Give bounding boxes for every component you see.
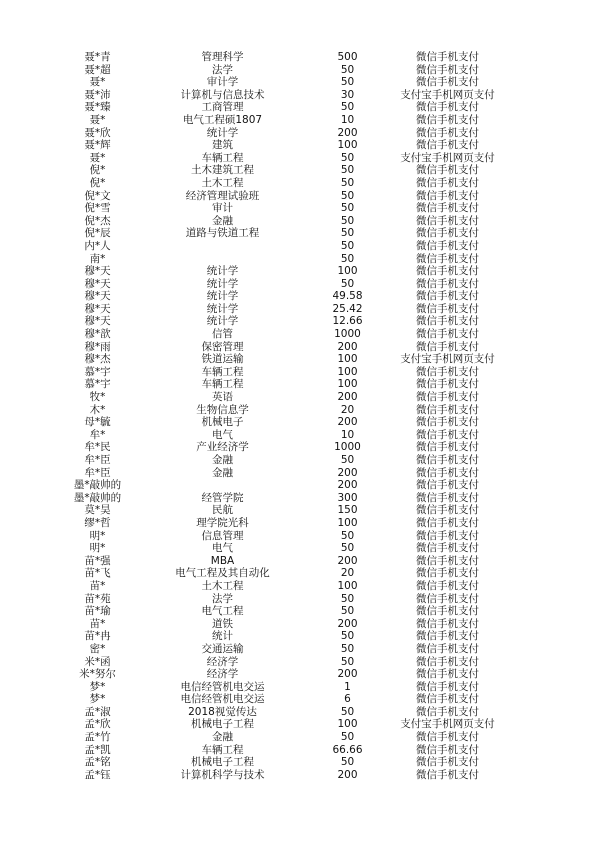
donor-name-cell: 牟*臣: [84, 466, 111, 479]
major-cell: 管理科学: [201, 51, 244, 63]
donor-name-cell: 孟*竹: [84, 731, 111, 744]
amount-cell: 66.66: [332, 743, 363, 756]
amount-cell: 1: [344, 680, 351, 693]
donor-name-cell: 牧*: [89, 391, 106, 404]
donor-name-cell: 倪*: [89, 176, 106, 189]
major-cell: 电气: [212, 428, 233, 441]
table-row: [0, 328, 600, 341]
table-row: [0, 605, 600, 618]
major-cell: 计算机与信息技术: [180, 88, 265, 101]
payment-method-cell: 微信手机支付: [416, 768, 479, 781]
table-row: [0, 290, 600, 303]
table-row: [0, 101, 600, 114]
payment-method-cell: 微信手机支付: [416, 365, 479, 378]
donor-name-cell: 聂*臻: [84, 101, 111, 114]
table-row: [0, 492, 600, 505]
major-cell: 2018视觉传达: [188, 705, 257, 718]
amount-cell: 49.58: [332, 290, 363, 303]
major-cell: 统计学: [206, 277, 239, 290]
payment-method-cell: 微信手机支付: [416, 605, 479, 618]
payment-method-cell: 微信手机支付: [416, 504, 479, 517]
donor-name-cell: 穆*天: [84, 302, 111, 315]
major-cell: 经济管理试验班: [185, 189, 260, 202]
amount-cell: 50: [340, 630, 355, 643]
major-cell: 金融: [212, 731, 233, 744]
donor-name-cell: 母*毓: [84, 416, 111, 429]
donor-name-cell: 慕*宇: [84, 378, 111, 391]
payment-method-cell: 微信手机支付: [416, 529, 479, 542]
payment-method-cell: 微信手机支付: [416, 454, 479, 466]
payment-method-cell: 微信手机支付: [416, 340, 479, 353]
donor-name-cell: 苗*苑: [84, 592, 111, 605]
donor-name-cell: 苗*瑜: [84, 605, 111, 618]
donor-name-cell: 倪*杰: [84, 214, 111, 227]
amount-cell: 30: [340, 88, 355, 101]
donation-records-table: [0, 51, 600, 781]
donor-name-cell: 穆*天: [84, 277, 111, 290]
major-cell: 英语: [212, 391, 233, 404]
major-cell: 信息管理: [201, 529, 244, 542]
payment-method-cell: 微信手机支付: [416, 680, 479, 693]
major-cell: 统计学: [206, 265, 239, 278]
amount-cell: 50: [340, 239, 355, 252]
major-cell: 土木工程: [201, 176, 244, 189]
amount-cell: 10: [340, 113, 355, 126]
table-row: [0, 278, 600, 291]
table-row: [0, 227, 600, 240]
amount-cell: 100: [337, 516, 358, 529]
table-row: [0, 441, 600, 454]
payment-method-cell: 微信手机支付: [416, 655, 479, 668]
major-cell: 道铁: [212, 617, 233, 630]
amount-cell: 100: [337, 353, 358, 366]
payment-method-cell: 微信手机支付: [416, 252, 479, 265]
donor-name-cell: 倪*雪: [84, 202, 111, 215]
payment-method-cell: 微信手机支付: [416, 731, 479, 744]
major-cell: 保密管理: [201, 340, 244, 353]
donor-name-cell: 聂*超: [84, 63, 111, 76]
table-row: [0, 693, 600, 706]
amount-cell: 1000: [334, 441, 361, 454]
table-row: [0, 76, 600, 89]
payment-method-cell: 微信手机支付: [416, 516, 479, 529]
donor-name-cell: 倪*: [89, 164, 106, 177]
amount-cell: 100: [337, 265, 358, 278]
major-cell: 金融: [212, 214, 233, 227]
amount-cell: 50: [340, 202, 355, 215]
amount-cell: 50: [340, 63, 355, 76]
major-cell: 电信经管机电交运: [180, 680, 265, 693]
amount-cell: 100: [337, 579, 358, 592]
major-cell: 统计: [212, 630, 233, 643]
table-row: [0, 353, 600, 366]
payment-method-cell: 微信手机支付: [416, 51, 479, 63]
payment-method-cell: 微信手机支付: [416, 466, 479, 479]
donor-name-cell: 倪*辰: [84, 227, 111, 240]
amount-cell: 50: [340, 176, 355, 189]
amount-cell: 200: [337, 768, 358, 781]
amount-cell: 50: [340, 542, 355, 555]
table-row: [0, 378, 600, 391]
major-cell: 统计学: [206, 126, 239, 139]
table-row: [0, 391, 600, 404]
major-cell: 统计学: [206, 315, 239, 328]
donor-name-cell: 穆*雨: [84, 340, 111, 353]
amount-cell: 20: [340, 567, 355, 580]
amount-cell: 50: [340, 252, 355, 265]
amount-cell: 50: [340, 76, 355, 89]
donor-name-cell: 内*人: [84, 239, 111, 252]
donor-name-cell: 孟*铭: [84, 756, 111, 769]
amount-cell: 50: [340, 592, 355, 605]
payment-method-cell: 微信手机支付: [416, 391, 479, 404]
amount-cell: 200: [337, 466, 358, 479]
table-row: [0, 240, 600, 253]
donor-name-cell: 穆*天: [84, 315, 111, 328]
major-cell: 统计学: [206, 290, 239, 303]
amount-cell: 50: [340, 454, 355, 466]
donor-name-cell: 聂*: [89, 76, 106, 89]
major-cell: 工商管理: [201, 101, 244, 114]
payment-method-cell: 微信手机支付: [416, 579, 479, 592]
payment-method-cell: 微信手机支付: [416, 693, 479, 706]
major-cell: 经济学: [206, 668, 239, 681]
donor-name-cell: 米*函: [84, 655, 111, 668]
table-row: [0, 567, 600, 580]
amount-cell: 6: [344, 693, 351, 706]
major-cell: 生物信息学: [196, 403, 249, 416]
payment-method-cell: 微信手机支付: [416, 491, 479, 504]
table-row: [0, 265, 600, 278]
table-row: [0, 190, 600, 203]
amount-cell: 50: [340, 655, 355, 668]
major-cell: 土木建筑工程: [191, 164, 254, 177]
table-row: [0, 643, 600, 656]
payment-method-cell: 微信手机支付: [416, 76, 479, 89]
payment-method-cell: 微信手机支付: [416, 642, 479, 655]
amount-cell: 200: [337, 668, 358, 681]
table-row: [0, 404, 600, 417]
payment-method-cell: 微信手机支付: [416, 617, 479, 630]
table-row: [0, 341, 600, 354]
donor-name-cell: 聂*: [89, 151, 106, 164]
donor-name-cell: 明*: [89, 529, 106, 542]
major-cell: 经济学: [206, 655, 239, 668]
payment-method-cell: 微信手机支付: [416, 139, 479, 152]
table-row: [0, 731, 600, 744]
amount-cell: 100: [337, 139, 358, 152]
payment-method-cell: 微信手机支付: [416, 302, 479, 315]
amount-cell: 50: [340, 731, 355, 744]
payment-method-cell: 微信手机支付: [416, 239, 479, 252]
table-row: [0, 139, 600, 152]
amount-cell: 50: [340, 277, 355, 290]
table-row: [0, 593, 600, 606]
table-row: [0, 504, 600, 517]
payment-method-cell: 微信手机支付: [416, 554, 479, 567]
payment-method-cell: 微信手机支付: [416, 290, 479, 303]
table-row: [0, 756, 600, 769]
major-cell: 金融: [212, 466, 233, 479]
table-row: [0, 89, 600, 102]
major-cell: 审计: [212, 202, 233, 215]
payment-method-cell: 微信手机支付: [416, 202, 479, 215]
table-row: [0, 315, 600, 328]
table-row: [0, 542, 600, 555]
major-cell: 法学: [212, 592, 233, 605]
amount-cell: 50: [340, 164, 355, 177]
payment-method-cell: 微信手机支付: [416, 189, 479, 202]
payment-method-cell: 微信手机支付: [416, 126, 479, 139]
donor-name-cell: 苗*冉: [84, 630, 111, 643]
payment-method-cell: 微信手机支付: [416, 101, 479, 114]
table-row: [0, 706, 600, 719]
payment-method-cell: 支付宝手机网页支付: [400, 718, 495, 731]
table-row: [0, 479, 600, 492]
table-row: [0, 202, 600, 215]
payment-method-cell: 微信手机支付: [416, 416, 479, 429]
major-cell: 计算机科学与技术: [180, 768, 265, 781]
donor-name-cell: 墨*敲帅的: [73, 479, 122, 492]
table-row: [0, 618, 600, 631]
payment-method-cell: 微信手机支付: [416, 479, 479, 492]
donor-name-cell: 牟*民: [84, 441, 111, 454]
payment-method-cell: 微信手机支付: [416, 705, 479, 718]
table-row: [0, 454, 600, 467]
payment-method-cell: 微信手机支付: [416, 176, 479, 189]
donor-name-cell: 倪*文: [84, 189, 111, 202]
amount-cell: 50: [340, 227, 355, 240]
payment-method-cell: 微信手机支付: [416, 378, 479, 391]
table-row: [0, 668, 600, 681]
major-cell: 车辆工程: [201, 151, 244, 164]
major-cell: 理学院光科: [196, 516, 249, 529]
payment-method-cell: 微信手机支付: [416, 328, 479, 341]
donor-name-cell: 梦*: [89, 693, 106, 706]
major-cell: 建筑: [212, 139, 233, 152]
major-cell: 经管学院: [201, 491, 244, 504]
amount-cell: 200: [337, 416, 358, 429]
donor-name-cell: 聂*沛: [84, 88, 111, 101]
amount-cell: 50: [340, 605, 355, 618]
payment-method-cell: 微信手机支付: [416, 630, 479, 643]
donor-name-cell: 密*: [89, 642, 106, 655]
table-row: [0, 416, 600, 429]
major-cell: 统计学: [206, 302, 239, 315]
amount-cell: 200: [337, 617, 358, 630]
major-cell: 金融: [212, 454, 233, 466]
payment-method-cell: 微信手机支付: [416, 227, 479, 240]
donor-name-cell: 孟*钰: [84, 768, 111, 781]
amount-cell: 50: [340, 151, 355, 164]
donor-name-cell: 孟*欣: [84, 718, 111, 731]
table-row: [0, 517, 600, 530]
table-row: [0, 555, 600, 568]
table-row: [0, 215, 600, 228]
payment-method-cell: 微信手机支付: [416, 63, 479, 76]
donor-name-cell: 牟*臣: [84, 454, 111, 466]
amount-cell: 200: [337, 391, 358, 404]
payment-method-cell: 微信手机支付: [416, 214, 479, 227]
donor-name-cell: 穆*天: [84, 290, 111, 303]
donor-name-cell: 聂*青: [84, 51, 111, 63]
donor-name-cell: 穆*歆: [84, 328, 111, 341]
amount-cell: 300: [337, 491, 358, 504]
payment-method-cell: 微信手机支付: [416, 441, 479, 454]
amount-cell: 200: [337, 126, 358, 139]
table-row: [0, 253, 600, 266]
table-row: [0, 656, 600, 669]
major-cell: 电气工程硕1807: [182, 113, 263, 126]
table-row: [0, 681, 600, 694]
donor-name-cell: 墨*敲帅的: [73, 491, 122, 504]
donor-name-cell: 苗*强: [84, 554, 111, 567]
amount-cell: 200: [337, 554, 358, 567]
amount-cell: 50: [340, 529, 355, 542]
table-row: [0, 630, 600, 643]
donor-name-cell: 穆*杰: [84, 353, 111, 366]
payment-method-cell: 微信手机支付: [416, 542, 479, 555]
donor-name-cell: 聂*: [89, 113, 106, 126]
major-cell: 电信经管机电交运: [180, 693, 265, 706]
table-row: [0, 744, 600, 757]
payment-method-cell: 微信手机支付: [416, 265, 479, 278]
major-cell: 土木工程: [201, 579, 244, 592]
major-cell: 信管: [212, 328, 233, 341]
donor-name-cell: 莫*昊: [84, 504, 111, 517]
donor-name-cell: 聂*辉: [84, 139, 111, 152]
amount-cell: 50: [340, 189, 355, 202]
donor-name-cell: 木*: [89, 403, 106, 416]
donor-name-cell: 南*: [89, 252, 106, 265]
payment-method-cell: 微信手机支付: [416, 403, 479, 416]
table-row: [0, 303, 600, 316]
amount-cell: 150: [337, 504, 358, 517]
major-cell: MBA: [210, 554, 235, 567]
major-cell: 交通运输: [201, 642, 244, 655]
payment-method-cell: 微信手机支付: [416, 756, 479, 769]
amount-cell: 50: [340, 705, 355, 718]
major-cell: 机械电子工程: [191, 756, 254, 769]
major-cell: 铁道运输: [201, 353, 244, 366]
amount-cell: 200: [337, 340, 358, 353]
donor-name-cell: 缪*哲: [84, 516, 111, 529]
major-cell: 电气工程: [201, 605, 244, 618]
amount-cell: 50: [340, 101, 355, 114]
payment-method-cell: 微信手机支付: [416, 743, 479, 756]
table-row: [0, 429, 600, 442]
payment-method-cell: 微信手机支付: [416, 668, 479, 681]
donor-name-cell: 慕*宇: [84, 365, 111, 378]
payment-method-cell: 微信手机支付: [416, 164, 479, 177]
major-cell: 电气工程及其自动化: [175, 567, 270, 580]
major-cell: 车辆工程: [201, 378, 244, 391]
donor-name-cell: 苗*: [89, 579, 106, 592]
major-cell: 审计学: [206, 76, 239, 89]
table-row: [0, 114, 600, 127]
amount-cell: 1000: [334, 328, 361, 341]
donor-name-cell: 明*: [89, 542, 106, 555]
donor-name-cell: 穆*天: [84, 265, 111, 278]
amount-cell: 50: [340, 214, 355, 227]
payment-method-cell: 微信手机支付: [416, 277, 479, 290]
amount-cell: 50: [340, 756, 355, 769]
table-row: [0, 769, 600, 782]
table-row: [0, 580, 600, 593]
major-cell: 法学: [212, 63, 233, 76]
amount-cell: 20: [340, 403, 355, 416]
payment-method-cell: 微信手机支付: [416, 592, 479, 605]
amount-cell: 200: [337, 479, 358, 492]
amount-cell: 500: [337, 51, 358, 63]
payment-method-cell: 微信手机支付: [416, 113, 479, 126]
amount-cell: 50: [340, 642, 355, 655]
table-row: [0, 164, 600, 177]
table-row: [0, 64, 600, 77]
major-cell: 道路与铁道工程: [185, 227, 260, 240]
amount-cell: 100: [337, 365, 358, 378]
payment-method-cell: 支付宝手机网页支付: [400, 151, 495, 164]
table-row: [0, 51, 600, 64]
donor-name-cell: 孟*淑: [84, 705, 111, 718]
major-cell: 民航: [212, 504, 233, 517]
donor-name-cell: 米*努尔: [79, 668, 116, 681]
payment-method-cell: 微信手机支付: [416, 315, 479, 328]
major-cell: 电气: [212, 542, 233, 555]
table-row: [0, 366, 600, 379]
payment-method-cell: 支付宝手机网页支付: [400, 353, 495, 366]
table-row: [0, 177, 600, 190]
amount-cell: 10: [340, 428, 355, 441]
major-cell: 产业经济学: [196, 441, 249, 454]
donor-name-cell: 孟*凯: [84, 743, 111, 756]
major-cell: 机械电子: [201, 416, 244, 429]
table-row: [0, 127, 600, 140]
table-row: [0, 152, 600, 165]
donor-name-cell: 苗*飞: [84, 567, 111, 580]
amount-cell: 12.66: [332, 315, 363, 328]
table-row: [0, 530, 600, 543]
major-cell: 车辆工程: [201, 743, 244, 756]
major-cell: 机械电子工程: [191, 718, 254, 731]
donor-name-cell: 聂*欣: [84, 126, 111, 139]
amount-cell: 100: [337, 378, 358, 391]
amount-cell: 100: [337, 718, 358, 731]
payment-method-cell: 微信手机支付: [416, 428, 479, 441]
payment-method-cell: 微信手机支付: [416, 567, 479, 580]
table-row: [0, 467, 600, 480]
donor-name-cell: 牟*: [89, 428, 106, 441]
major-cell: 车辆工程: [201, 365, 244, 378]
payment-method-cell: 支付宝手机网页支付: [400, 88, 495, 101]
amount-cell: 25.42: [332, 302, 363, 315]
donor-name-cell: 苗*: [89, 617, 106, 630]
donor-name-cell: 梦*: [89, 680, 106, 693]
table-row: [0, 718, 600, 731]
